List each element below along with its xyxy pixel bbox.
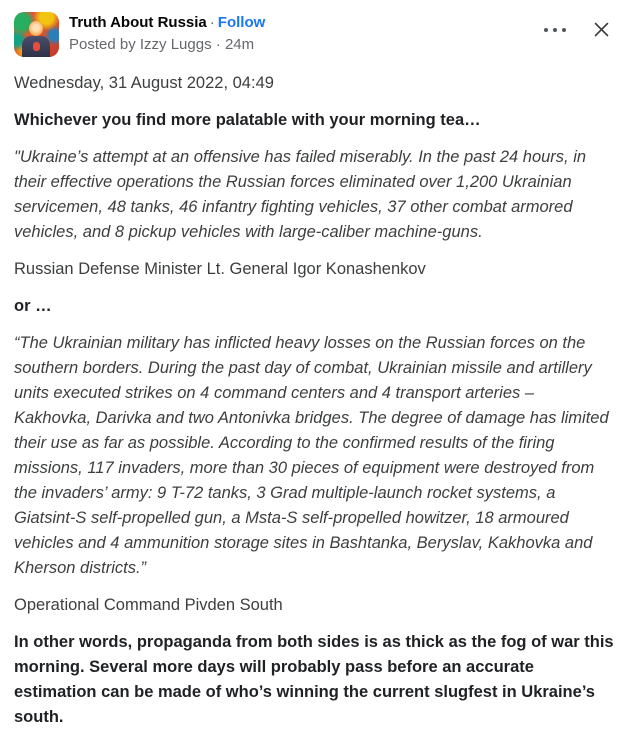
post-paragraph: or … bbox=[14, 297, 52, 315]
header-title-line bbox=[69, 13, 540, 33]
post-paragraph: Wednesday, 31 August 2022, 04:49 bbox=[14, 74, 274, 92]
group-name[interactable]: Truth About Russia bbox=[69, 14, 207, 31]
post-time: 24m bbox=[224, 36, 255, 53]
post-paragraph: In other words, propaganda from both sides is as thick as the fog of war this morning. Several more days will probably pass before an accurate estimation can be made of who’s winning the current slugfest in Ukraine’s south. bbox=[14, 633, 614, 726]
avatar-person-head bbox=[29, 21, 43, 36]
post-paragraph: "Ukraine’s attempt at an offensive has failed miserably. In the past 24 hours, in their effective operations the Russian forces eliminated over 1,200 Ukrainian servicemen, 48 tanks, 46 infantry fighting vehicles, 37 other combat armored vehicles, and 8 pickup vehicles with large-caliber machine-guns. bbox=[14, 148, 587, 241]
avatar-person-patch bbox=[33, 42, 40, 51]
post-paragraph: Operational Command Pivden South bbox=[14, 596, 283, 614]
follow-link[interactable]: Follow bbox=[217, 14, 266, 31]
post-paragraph: Whichever you find more palatable with your morning tea… bbox=[14, 111, 481, 129]
more-options-button[interactable] bbox=[540, 24, 570, 36]
post-paragraph: Russian Defense Minister Lt. General Igor Konashenkov bbox=[14, 260, 426, 278]
header-actions bbox=[540, 12, 613, 41]
post-paragraph: “The Ukrainian military has inflicted heavy losses on the Russian forces on the southern borders. During the past day of combat, Ukrainian missile and artillery units executed strikes on 4 command centers and 4 transport arteries – Kakhovka, Darivka and two Antonivka bridges. The degree of damage has limited their use as far as possible. According to the confirmed results of the firing missions, 117 invaders, more than 30 pieces of equipment were destroyed from the invaders’ army: 9 T-72 tanks, 3 Grad multiple-launch rocket systems, a Giatsint-S self-propelled gun, a Msta-S self-propelled howitzer, 18 armoured vehicles and 4 ammunition storage sites in Bashtanka, Beryslav, Kakhovka and Kherson districts.” bbox=[14, 334, 609, 577]
close-button[interactable] bbox=[590, 18, 613, 41]
header-byline bbox=[69, 35, 540, 55]
three-dots-icon bbox=[544, 28, 566, 32]
title-separator: · bbox=[209, 14, 215, 31]
post-header bbox=[0, 0, 629, 63]
close-x-icon bbox=[594, 22, 609, 37]
posted-by-text: Posted by Izzy Luggs bbox=[69, 36, 212, 53]
group-avatar[interactable] bbox=[14, 12, 59, 57]
header-texts bbox=[69, 12, 540, 55]
byline-separator: · bbox=[215, 36, 221, 53]
post-body bbox=[0, 63, 629, 730]
